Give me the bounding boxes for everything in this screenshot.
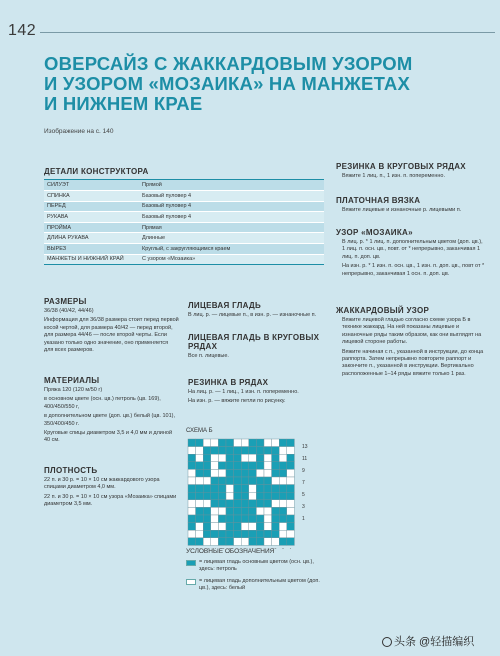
legend-text: = лицевая гладь дополнительным цветом (доп. цв.), здесь: белый (199, 577, 320, 592)
row-value: Прямой (139, 180, 324, 191)
scheme-cell (188, 462, 196, 470)
rib-round-text: Вяжите 1 лиц. п., 1 изн. п. попеременно. (342, 173, 446, 179)
scheme-cell (264, 530, 272, 538)
scheme-cell (272, 439, 280, 447)
row-label: 7 (302, 480, 305, 486)
scheme-cell (211, 439, 219, 447)
scheme-cell (203, 439, 211, 447)
scheme-cell (249, 454, 257, 462)
mosaic-heading: УЗОР «МОЗАИКА» (336, 228, 413, 237)
scheme-cell (226, 492, 234, 500)
scheme-cell (256, 530, 264, 538)
scheme-cell (256, 439, 264, 447)
scheme-cell (287, 515, 295, 523)
row-key: РУКАВА (44, 212, 139, 223)
watermark (382, 633, 474, 649)
scheme-cell (196, 469, 204, 477)
garter-text: Вяжите лицевые и изнаночные р. лицевыми п. (342, 207, 462, 213)
scheme-cell (272, 492, 280, 500)
rib-round-section (336, 162, 486, 180)
table-row (44, 180, 324, 191)
scheme-cell (211, 469, 219, 477)
row-key: ДЛИНА РУКАВА (44, 233, 139, 244)
scheme-cell (226, 462, 234, 470)
scheme-cell (241, 462, 249, 470)
scheme-cell (272, 523, 280, 531)
swatch-main-color (186, 560, 196, 566)
scheme-cell (218, 469, 226, 477)
scheme-cell (287, 485, 295, 493)
scheme-cell (188, 477, 196, 485)
scheme-cell (241, 447, 249, 455)
scheme-cell (226, 469, 234, 477)
scheme-cell (188, 538, 196, 546)
row-value: Круглый, с закругляющимся краем (139, 244, 324, 255)
scheme-cell (249, 485, 257, 493)
knitting-scheme (186, 437, 302, 549)
scheme-cell (279, 447, 287, 455)
scheme-cell (203, 523, 211, 531)
jacquard-heading: ЖАККАРДОВЫЙ УЗОР (336, 306, 430, 315)
scheme-cell (234, 469, 242, 477)
scheme-cell (234, 500, 242, 508)
scheme-cell (188, 530, 196, 538)
page-title (44, 54, 464, 114)
scheme-cell (249, 462, 257, 470)
scheme-cell (256, 454, 264, 462)
sizes-line: 36/38 (40/42, 44/46) (44, 308, 94, 314)
scheme-cell (211, 515, 219, 523)
scheme-cell (256, 492, 264, 500)
table-row (44, 191, 324, 202)
scheme-cell (287, 530, 295, 538)
legend-heading: УСЛОВНЫЕ ОБОЗНАЧЕНИЯ (186, 548, 275, 555)
scheme-cell (256, 462, 264, 470)
table-row (44, 201, 324, 212)
table-row (44, 212, 324, 223)
stockinette-round-heading: ЛИЦЕВАЯ ГЛАДЬ В КРУГОВЫХ РЯДАХ (188, 333, 320, 351)
scheme-cell (279, 515, 287, 523)
scheme-cell (249, 477, 257, 485)
scheme-cell (203, 477, 211, 485)
row-label: 5 (302, 492, 305, 498)
scheme-cell (287, 462, 295, 470)
scheme-cell (241, 523, 249, 531)
scheme-cell (272, 462, 280, 470)
scheme-cell (249, 530, 257, 538)
scheme-cell (188, 439, 196, 447)
scheme-cell (203, 530, 211, 538)
scheme-cell (264, 477, 272, 485)
materials-section (44, 376, 179, 445)
scheme-cell (211, 538, 219, 546)
scheme-cell (272, 485, 280, 493)
scheme-cell (196, 515, 204, 523)
scheme-cell (287, 469, 295, 477)
scheme-cell (196, 477, 204, 485)
scheme-cell (279, 538, 287, 546)
scheme-cell (234, 492, 242, 500)
scheme-cell (218, 454, 226, 462)
scheme-cell (272, 530, 280, 538)
row-key: ПЕРЕД (44, 201, 139, 212)
scheme-cell (279, 500, 287, 508)
density-section (44, 466, 179, 509)
row-key: МАНЖЕТЫ И НИЖНИЙ КРАЙ (44, 254, 139, 265)
scheme-cell (203, 454, 211, 462)
scheme-cell (234, 515, 242, 523)
rib-rows-line: На изн. р. — вяжите петли по рисунку. (188, 398, 286, 405)
rib-rows-section (188, 378, 323, 406)
scheme-cell (226, 439, 234, 447)
scheme-cell (249, 469, 257, 477)
scheme-cell (234, 523, 242, 531)
scheme-cell (272, 500, 280, 508)
stockinette-round-section (188, 333, 323, 360)
scheme-cell (256, 485, 264, 493)
constructor-heading: ДЕТАЛИ КОНСТРУКТОРА (44, 167, 324, 180)
scheme-cell (264, 523, 272, 531)
scheme-cell (218, 477, 226, 485)
scheme-cell (196, 507, 204, 515)
title-line: И УЗОРОМ «МОЗАИКА» НА МАНЖЕТАХ (44, 73, 411, 94)
table-row (44, 244, 324, 255)
scheme-cell (241, 454, 249, 462)
scheme-cell (211, 507, 219, 515)
scheme-cell (256, 447, 264, 455)
scheme-cell (264, 538, 272, 546)
scheme-cell (264, 515, 272, 523)
materials-line: в основном цвете (осн. цв.) петроль (цв. 169), 400/450/550 г, (44, 396, 161, 410)
scheme-cell (241, 507, 249, 515)
materials-line: в дополнительном цвете (доп. цв.) белый (цв. 101), 350/400/450 г. (44, 413, 176, 427)
scheme-cell (279, 530, 287, 538)
table-row (44, 222, 324, 233)
stockinette-section (188, 301, 323, 319)
scheme-cell (226, 515, 234, 523)
scheme-cell (203, 469, 211, 477)
row-label: 1 (302, 516, 305, 522)
scheme-cell (279, 439, 287, 447)
scheme-cell (272, 447, 280, 455)
legend-item (186, 578, 326, 593)
scheme-cell (211, 462, 219, 470)
scheme-cell (272, 515, 280, 523)
scheme-cell (226, 447, 234, 455)
mosaic-line: На изн. р. * 1 изн. п. осн. цв., 1 изн. п. доп. цв., повт от * непрерывно, заканчивая 1 осн. п. доп. цв. (342, 263, 485, 277)
stockinette-text: В лиц. р. — лицевые п., в изн. р. — изнаночные п. (188, 312, 317, 318)
scheme-cell (203, 485, 211, 493)
scheme-cell (196, 530, 204, 538)
scheme-cell (249, 492, 257, 500)
scheme-cell (188, 447, 196, 455)
scheme-cell (256, 515, 264, 523)
scheme-cell (226, 477, 234, 485)
scheme-cell (279, 523, 287, 531)
scheme-cell (287, 492, 295, 500)
scheme-cell (256, 507, 264, 515)
scheme-cell (287, 538, 295, 546)
scheme-cell (196, 500, 204, 508)
scheme-cell (287, 500, 295, 508)
scheme-cell (196, 523, 204, 531)
scheme-cell (188, 515, 196, 523)
scheme-cell (211, 485, 219, 493)
scheme-cell (234, 439, 242, 447)
scheme-cell (272, 454, 280, 462)
row-value: Длинные (139, 233, 324, 244)
scheme-cell (264, 507, 272, 515)
page-number: 142 (8, 22, 37, 39)
scheme-cell (226, 485, 234, 493)
scheme-cell (211, 477, 219, 485)
scheme-cell (188, 485, 196, 493)
jacquard-section (336, 306, 486, 378)
scheme-cell (234, 485, 242, 493)
scheme-cell (241, 500, 249, 508)
scheme-cell (226, 523, 234, 531)
scheme-cell (249, 439, 257, 447)
density-heading: ПЛОТНОСТЬ (44, 466, 98, 475)
materials-line: Пряжа 120 (120 м/50 г) (44, 387, 103, 393)
scheme-cell (196, 439, 204, 447)
stockinette-heading: ЛИЦЕВАЯ ГЛАДЬ (188, 301, 262, 310)
scheme-cell (287, 507, 295, 515)
table-row (44, 233, 324, 244)
scheme-cell (196, 492, 204, 500)
rib-round-heading: РЕЗИНКА В КРУГОВЫХ РЯДАХ (336, 162, 466, 171)
row-label: 9 (302, 468, 305, 474)
scheme-cell (249, 500, 257, 508)
scheme-cell (279, 485, 287, 493)
scheme-cell (218, 515, 226, 523)
scheme-cell (264, 492, 272, 500)
title-line: ОВЕРСАЙЗ С ЖАККАРДОВЫМ УЗОРОМ (44, 53, 413, 74)
mosaic-section (336, 228, 486, 278)
constructor-details (44, 167, 324, 265)
scheme-cell (264, 454, 272, 462)
jacquard-line: Вяжите лицевой гладью согласно схеме узора Б в технике жаккард. На ней показаны лицевые и изнаночные ряды таким образом, как они выглядят на лицевой стороне работы. (342, 317, 482, 346)
scheme-cell (279, 454, 287, 462)
scheme-cell (287, 439, 295, 447)
row-value: Базовый пуловер 4 (139, 212, 324, 223)
row-label: 3 (302, 504, 305, 510)
scheme-cell (196, 447, 204, 455)
scheme-cell (264, 500, 272, 508)
scheme-cell (256, 477, 264, 485)
scheme-cell (226, 454, 234, 462)
row-key: СИЛУЭТ (44, 180, 139, 191)
scheme-row-labels (302, 441, 308, 525)
scheme-cell (272, 538, 280, 546)
row-key: ВЫРЕЗ (44, 244, 139, 255)
scheme-cell (196, 454, 204, 462)
scheme-cell (211, 492, 219, 500)
scheme-cell (203, 462, 211, 470)
scheme-cell (211, 500, 219, 508)
scheme-cell (226, 507, 234, 515)
scheme-cell (249, 538, 257, 546)
scheme-cell (234, 477, 242, 485)
row-label: 11 (302, 456, 308, 462)
scheme-cell (249, 523, 257, 531)
scheme-cell (241, 515, 249, 523)
scheme-cell (287, 477, 295, 485)
scheme-cell (203, 515, 211, 523)
scheme-cell (196, 538, 204, 546)
scheme-cell (264, 469, 272, 477)
scheme-cell (264, 439, 272, 447)
scheme-cell (218, 439, 226, 447)
row-value: С узором «Мозаика» (139, 254, 324, 265)
row-label: 13 (302, 444, 308, 450)
scheme-cell (203, 500, 211, 508)
scheme-cell (226, 500, 234, 508)
scheme-cell (218, 462, 226, 470)
scheme-cell (241, 477, 249, 485)
scheme-cell (188, 507, 196, 515)
scheme-cell (211, 454, 219, 462)
scheme-cell (234, 462, 242, 470)
scheme-cell (234, 447, 242, 455)
scheme-cell (218, 538, 226, 546)
scheme-cell (188, 454, 196, 462)
garter-section (336, 196, 486, 214)
scheme-cell (218, 500, 226, 508)
row-value: Базовый пуловер 4 (139, 201, 324, 212)
scheme-cell (196, 485, 204, 493)
scheme-cell (256, 523, 264, 531)
scheme-cell (234, 530, 242, 538)
sizes-text: Информация для 36/38 размера стоит перед первой косой чертой, для размера 40/42 — перед второй, для размера 44/46 — после второй черты. Если указано только одно значение, оно применяется для всех размеров. (44, 317, 179, 354)
scheme-cell (218, 530, 226, 538)
scheme-cell (264, 485, 272, 493)
density-line: 22 п. и 30 р. = 10 × 10 см узора «Мозаика» спицами диаметром 3,5 мм. (44, 493, 177, 508)
scheme-cell (226, 530, 234, 538)
sizes-heading: РАЗМЕРЫ (44, 297, 87, 306)
density-line: 22 п. и 30 р. = 10 × 10 см жаккардового узора спицами диаметром 4,0 мм. (44, 477, 160, 491)
scheme-cell (241, 485, 249, 493)
scheme-cell (203, 538, 211, 546)
scheme-cell (272, 507, 280, 515)
scheme-cell (287, 447, 295, 455)
materials-line: Круговые спицы диаметром 3,5 и 4,0 мм и длиной 40 см. (44, 430, 173, 444)
scheme-cell (264, 462, 272, 470)
scheme-cell (279, 477, 287, 485)
rib-rows-line: На лиц. р. — 1 лиц., 1 изн. п. попеременно. (188, 389, 299, 395)
scheme-cell (188, 500, 196, 508)
scheme-cell (218, 507, 226, 515)
scheme-cell (218, 447, 226, 455)
scheme-cell (218, 485, 226, 493)
constructor-table (44, 180, 324, 265)
scheme-cell (188, 492, 196, 500)
scheme-cell (256, 469, 264, 477)
scheme-cell (218, 492, 226, 500)
top-rule (40, 32, 495, 33)
scheme-cell (256, 500, 264, 508)
scheme-cell (226, 538, 234, 546)
scheme-cell (249, 515, 257, 523)
sizes-section (44, 297, 179, 354)
scheme-cell (279, 492, 287, 500)
scheme-cell (241, 439, 249, 447)
scheme-cell (241, 469, 249, 477)
legend-item (186, 559, 326, 574)
scheme-cell (249, 447, 257, 455)
scheme-cell (234, 507, 242, 515)
scheme-cell (196, 462, 204, 470)
title-line: И НИЖНЕМ КРАЕ (44, 93, 203, 114)
swatch-contrast-color (186, 579, 196, 585)
garter-heading: ПЛАТОЧНАЯ ВЯЗКА (336, 196, 421, 205)
user-icon (382, 637, 392, 647)
scheme-cell (287, 454, 295, 462)
scheme-cell (241, 530, 249, 538)
stockinette-round-text: Все п. лицевые. (188, 353, 229, 359)
table-row (44, 254, 324, 265)
scheme-cell (256, 538, 264, 546)
scheme-cell (279, 469, 287, 477)
scheme-cell (272, 477, 280, 485)
image-reference: Изображение на с. 140 (44, 128, 114, 135)
scheme-cell (203, 492, 211, 500)
scheme-cell (249, 507, 257, 515)
scheme-cell (287, 523, 295, 531)
scheme-cell (272, 469, 280, 477)
scheme-cell (188, 469, 196, 477)
jacquard-line: Вяжите начиная с п., указанной в инструкции, до конца раппорта. Затем непрерывно повторите раппорт и закончите п., указанной в инструкции. Вертикально расположенные 1–14 ряды вяжите только 1 раз. (342, 348, 484, 377)
scheme-cell (203, 447, 211, 455)
scheme-cell (203, 507, 211, 515)
scheme-cell (218, 523, 226, 531)
rib-rows-heading: РЕЗИНКА В РЯДАХ (188, 378, 269, 387)
scheme-cell (241, 492, 249, 500)
watermark-text: 头条 @轻描编织 (394, 636, 475, 648)
row-key: ПРОЙМА (44, 222, 139, 233)
scheme-cell (234, 538, 242, 546)
scheme-cell (188, 523, 196, 531)
scheme-cell (279, 462, 287, 470)
row-value: Прямая (139, 222, 324, 233)
row-value: Базовый пуловер 4 (139, 191, 324, 202)
scheme-label: СХЕМА Б (186, 428, 213, 434)
legend-text: = лицевая гладь основным цветом (осн. цв.), здесь: петроль (199, 559, 314, 573)
legend (186, 548, 326, 597)
materials-heading: МАТЕРИАЛЫ (44, 376, 100, 385)
scheme-cell (211, 447, 219, 455)
scheme-cell (234, 454, 242, 462)
scheme-cell (211, 530, 219, 538)
scheme-cell (279, 507, 287, 515)
mosaic-line: В лиц. р. * 1 лиц. п. дополнительным цветом (доп. цв.), 1 лиц. п. осн. цв., повт. от * непрерывно, заканчивая 1 лиц. п. доп. цв. (342, 239, 483, 260)
row-key: СПИНКА (44, 191, 139, 202)
scheme-cell (211, 523, 219, 531)
scheme-cell (264, 447, 272, 455)
scheme-cell (241, 538, 249, 546)
